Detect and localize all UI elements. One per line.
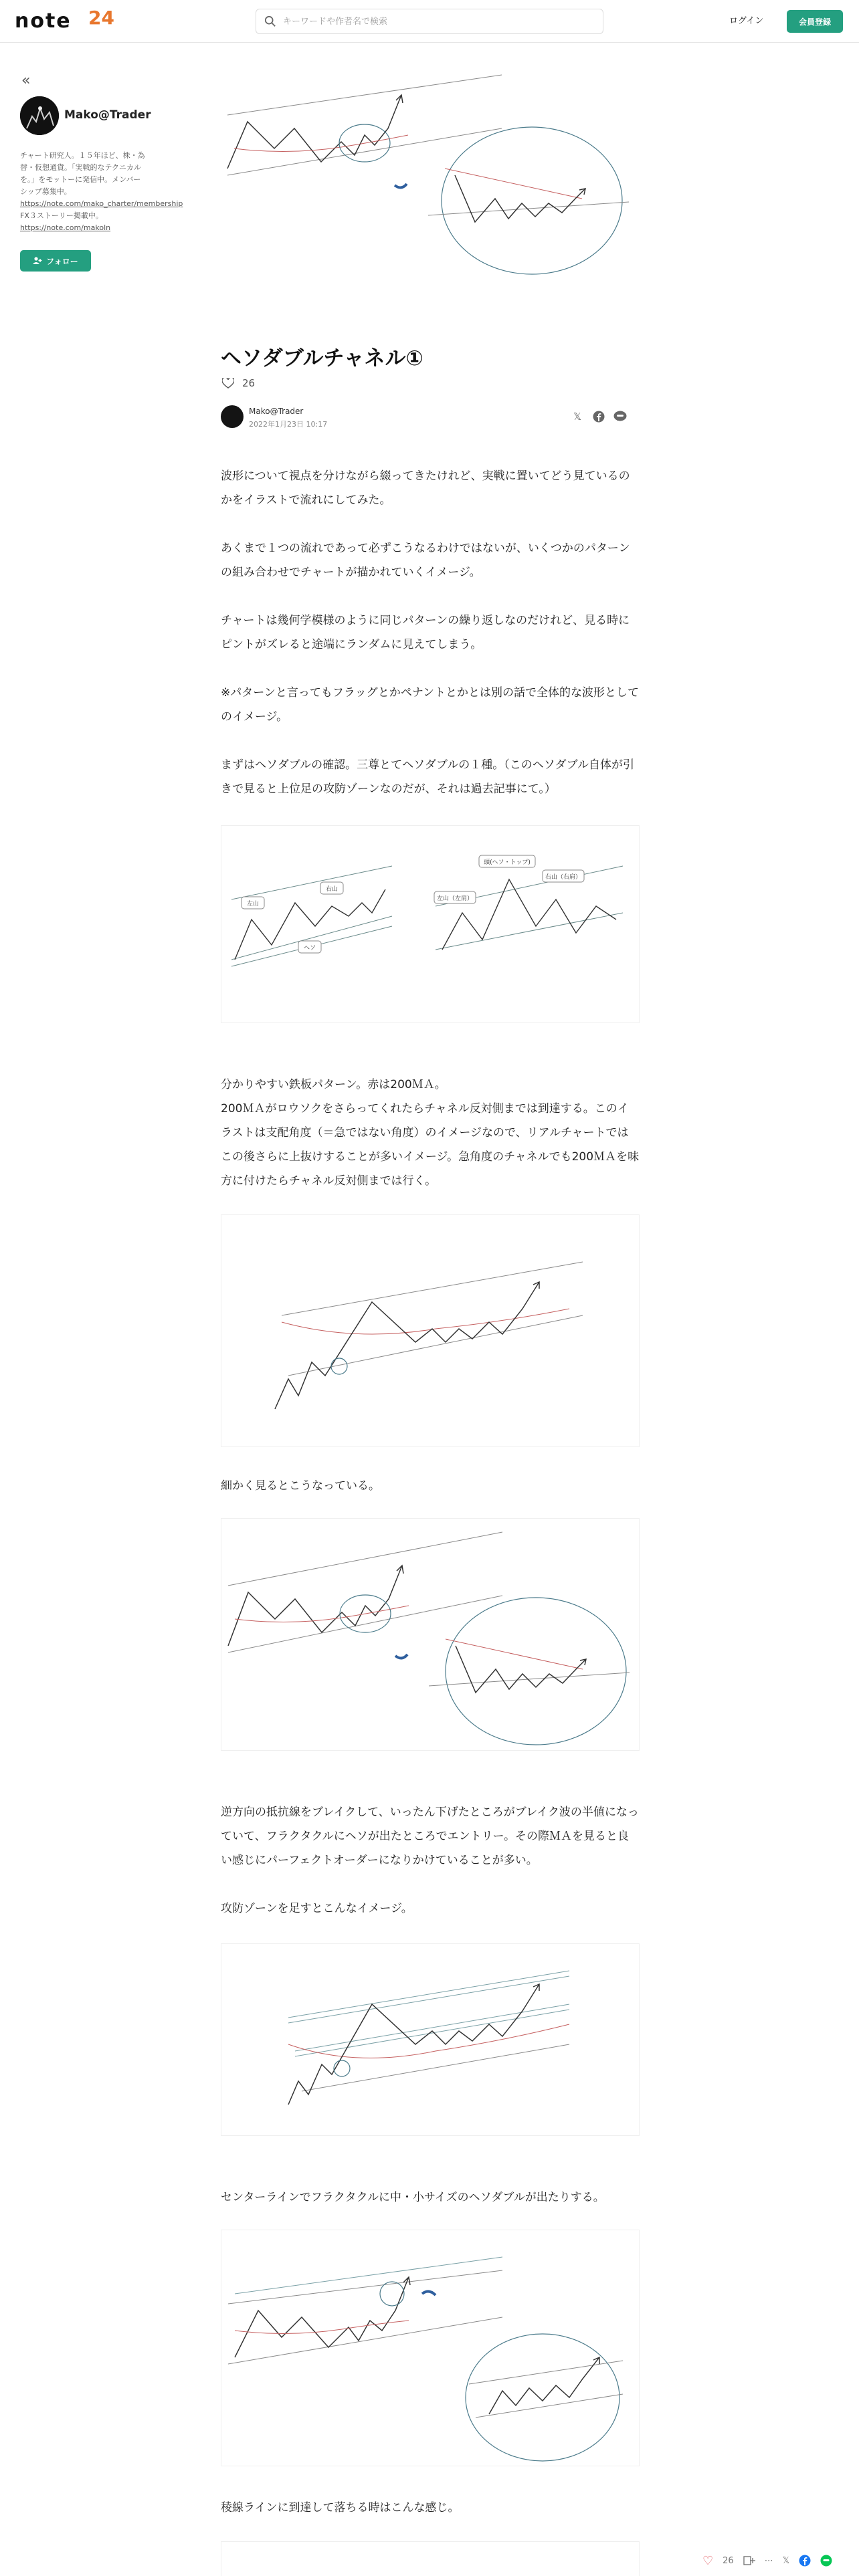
zoomed-chart-drawing bbox=[221, 1519, 640, 1751]
channel-illustration bbox=[221, 1214, 640, 1447]
byline bbox=[221, 404, 640, 431]
follow-user-icon bbox=[33, 257, 42, 265]
paragraph: あくまで１つの流れであって必ずこうなるわけではないが、いくつかのパターンの組み合わせでチャートが描かれていくイメージ。 bbox=[221, 542, 630, 579]
hesodouble-chart-drawing bbox=[221, 826, 640, 1024]
byline-avatar[interactable] bbox=[221, 405, 244, 428]
bio-mid-text: FX３ストーリー掲載中。 bbox=[20, 211, 103, 220]
float-x-icon[interactable]: 𝕏 bbox=[782, 2555, 790, 2566]
fig2-label-head: 頭(ヘソ・トップ) bbox=[484, 859, 531, 866]
search-icon bbox=[264, 15, 276, 27]
zone-illustration bbox=[221, 1943, 640, 2136]
float-like-count[interactable]: 26 bbox=[723, 2555, 734, 2566]
follow-label: フォロー bbox=[46, 256, 78, 266]
paragraph: ※パターンと言ってもフラッグとかペナントとかとは別の話で全体的な波形としてのイメージ。 bbox=[221, 686, 640, 724]
bio-membership-link[interactable]: https://note.com/mako_charter/membership bbox=[20, 199, 183, 208]
x-share-icon[interactable]: 𝕏 bbox=[573, 411, 582, 423]
bio-text: チャート研究人。１５年ほど、株・為替・仮想通貨。「実戦的なテクニカルを。」をモットーに発信中。メンバーシップ募集中。 bbox=[20, 151, 145, 196]
fig2-label-right-mountain: 右山 bbox=[325, 886, 339, 893]
fractal-illustration bbox=[221, 2230, 640, 2466]
byline-author[interactable]: Mako@Trader bbox=[249, 407, 304, 416]
paragraph: 波形について視点を分けながら綴ってきたけれど、実戦に置いてどう見ているのかをイラストで流れにしてみた。 bbox=[221, 469, 630, 507]
paragraph: まずはヘソダブルの確認。三尊とてヘソダブルの１種。（このヘソダブル自体が引きで見ると上位足の攻防ゾーンなのだが、それは過去記事にて。） bbox=[221, 758, 634, 796]
collapse-sidebar-icon[interactable]: « bbox=[21, 72, 31, 89]
bio-profile-link[interactable]: https://note.com/makoln bbox=[20, 223, 111, 232]
fig2-label-heso: ヘソ bbox=[303, 945, 316, 952]
fig2-label-right-shoulder: 右山（右肩） bbox=[545, 874, 582, 881]
author-avatar[interactable] bbox=[20, 96, 59, 135]
paragraph: 稜線ラインに到達して落ちる時はこんな感じ。 bbox=[221, 2501, 460, 2514]
avatar-art-icon bbox=[20, 96, 59, 135]
channel-chart-drawing bbox=[221, 1215, 640, 1448]
heart-icon[interactable] bbox=[222, 378, 234, 389]
paragraph: 分かりやすい鉄板パターン。赤は200ＭＡ。 200ＭＡがロウソクをさらってくれたらチャネル反対側までは到達する。このイラストは支配角度（＝急ではない角度）のイメージなので、リアルチャートではこの後さらに上抜けすることが多いイメージ。急角度のチャネルでも200ＭＡを味方に付けたらチャネル反対側までは行く。 bbox=[221, 1078, 640, 1188]
author-name[interactable]: Mako@Trader bbox=[64, 108, 151, 122]
search-box[interactable] bbox=[256, 9, 603, 34]
float-line-icon[interactable] bbox=[820, 2555, 832, 2567]
hero-chart-drawing bbox=[221, 62, 640, 289]
login-link[interactable]: ログイン bbox=[729, 16, 764, 26]
fig2-label-left-mountain: 左山 bbox=[246, 901, 260, 907]
magazine-add-icon[interactable] bbox=[743, 2555, 755, 2566]
paragraph: 細かく見るとこうなっている。 bbox=[221, 1479, 380, 1493]
float-facebook-icon[interactable] bbox=[799, 2555, 811, 2567]
zone-chart-drawing bbox=[221, 1944, 640, 2137]
facebook-share-icon[interactable] bbox=[591, 409, 606, 424]
fractal-chart-drawing bbox=[221, 2230, 640, 2467]
hesodouble-illustration bbox=[221, 825, 640, 1023]
follow-button[interactable] bbox=[20, 250, 91, 272]
article-title: ヘソダブルチャネル① bbox=[221, 346, 423, 370]
fig2-label-left-shoulder: 左山（左肩） bbox=[436, 895, 474, 902]
author-bio bbox=[20, 150, 183, 234]
note-logo[interactable]: note bbox=[15, 9, 72, 33]
like-row bbox=[222, 377, 255, 389]
zoomed-illustration bbox=[221, 1518, 640, 1751]
next-illustration bbox=[221, 2541, 640, 2576]
paragraph: 逆方向の抵抗線をブレイクして、いったん下げたところがブレイク波の半値になっていて、フラクタクルにヘソが出たところでエントリー。その際ＭＡを見ると良い感じにパーフェクトオーダーになりかけていることが多い。 bbox=[221, 1806, 639, 1867]
paragraph: チャートは幾何学模様のように同じパターンの繰り返しなのだけれど、見る時にピントがズレると途端にランダムに見えてしまう。 bbox=[221, 614, 630, 651]
logo-anniversary-mark: 24 bbox=[88, 7, 114, 29]
float-more-icon[interactable]: ⋯ bbox=[764, 2555, 773, 2566]
line-share-icon[interactable] bbox=[613, 409, 628, 424]
signup-button[interactable]: 会員登録 bbox=[787, 10, 843, 33]
hero-illustration bbox=[221, 62, 640, 289]
byline-date: 2022年1月23日 10:17 bbox=[249, 420, 328, 429]
site-header bbox=[0, 0, 859, 43]
like-count[interactable]: 26 bbox=[242, 377, 256, 389]
search-input[interactable] bbox=[283, 17, 591, 27]
paragraph: 攻防ゾーンを足すとこんなイメージ。 bbox=[221, 1902, 413, 1915]
floating-action-bar bbox=[702, 2552, 832, 2569]
float-heart-icon[interactable]: ♡ bbox=[702, 2553, 714, 2568]
paragraph: センターラインでフラクタクルに中・小サイズのヘソダブルが出たりする。 bbox=[221, 2191, 605, 2204]
